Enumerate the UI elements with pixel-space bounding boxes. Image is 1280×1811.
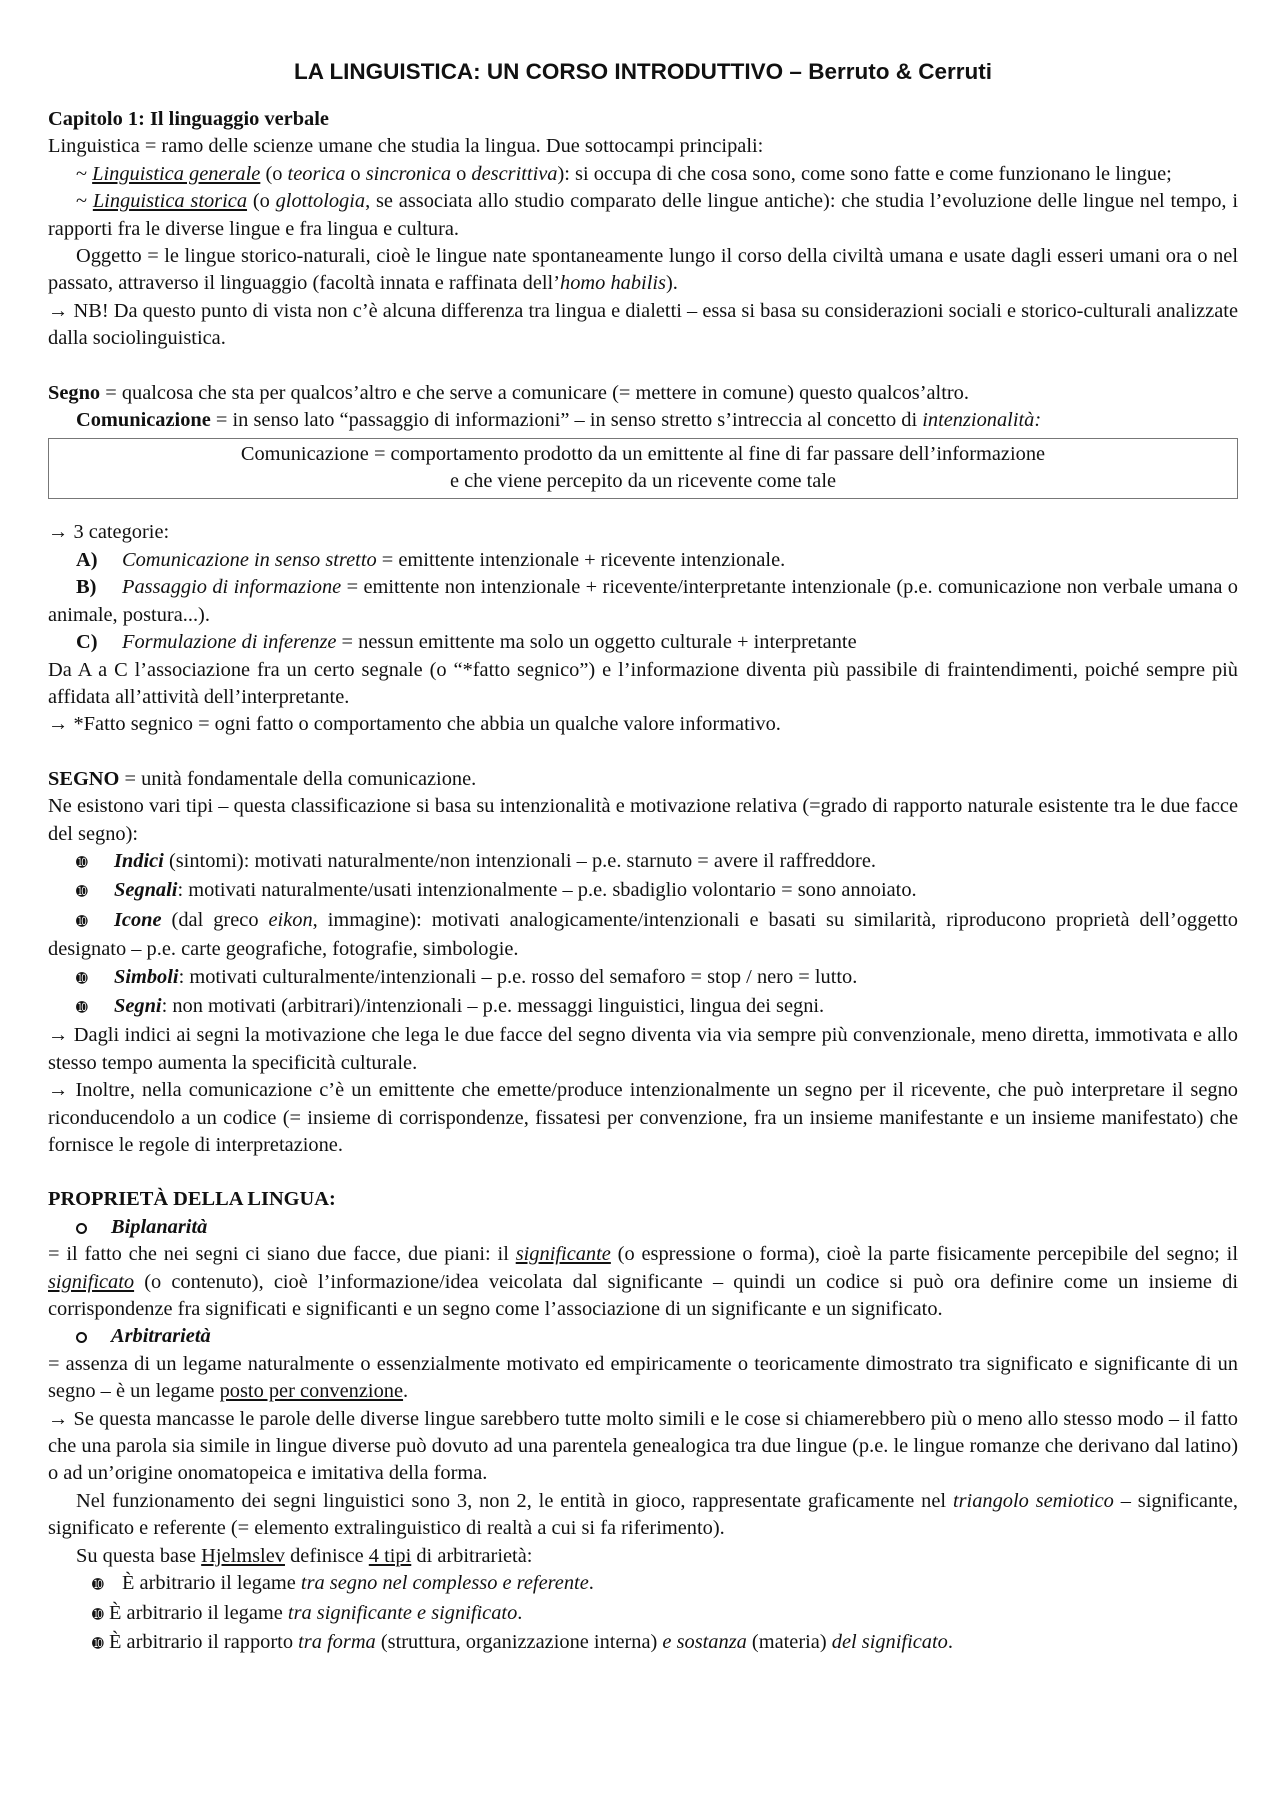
arbitrarieta-tipo-1: ➓ È arbitrario il legame tra segno nel complesso e referente. bbox=[48, 1570, 1238, 1599]
segno-definition: Segno = qualcosa che sta per qualcos’altro e che serve a comunicare (= mettere in comune) questo qualcos’altro. bbox=[48, 381, 969, 404]
numbered-bullet-icon: ➓ bbox=[92, 1635, 104, 1652]
dagli-indici-paragraph: → Dagli indici ai segni la motivazione che lega le due facce del segno diventa via via sempre più convenzionale, meno diretta, immotivata e allo stesso tempo aumenta la specificità culturale. bbox=[48, 1024, 1238, 1074]
box-line-1: Comunicazione = comportamento prodotto da un emittente al fine di far passare dell’informazione bbox=[240, 443, 1046, 466]
box-line-2: e che viene percepito da un ricevente come tale bbox=[449, 470, 837, 493]
categoria-b: B) Passaggio di informazione = emittente non intenzionale + ricevente/interpretante intenzionale (p.e. comunicazione non verbale umana o animale, postura...). bbox=[48, 576, 1238, 626]
segno-unit-definition: SEGNO = unità fondamentale della comunicazione. bbox=[48, 767, 477, 790]
segno-item-segnali: ➓ Segnali: motivati naturalmente/usati intenzionalmente – p.e. sbadiglio volontario = sono annoiato. bbox=[48, 877, 1238, 906]
biplanarita-heading: Biplanarità bbox=[48, 1214, 1238, 1241]
document-title: LA LINGUISTICA: UN CORSO INTRODUTTIVO – Berruto & Cerruti bbox=[294, 59, 992, 84]
numbered-bullet-icon: ➓ bbox=[92, 1577, 104, 1594]
intro-line: Linguistica = ramo delle scienze umane che studia la lingua. Due sottocampi principali: bbox=[48, 135, 764, 158]
document-page bbox=[48, 58, 1238, 1658]
circle-bullet-icon bbox=[76, 1223, 87, 1234]
triangolo-paragraph: Nel funzionamento dei segni linguistici sono 3, non 2, le entità in gioco, rappresentate graficamente nel triangolo semiotico – significante, significato e referente (= elemento extralinguistico di realtà a cui si fa riferimento). bbox=[48, 1489, 1238, 1540]
hjelmslev-paragraph: Su questa base Hjelmslev definisce 4 tipi di arbitrarietà: bbox=[76, 1544, 533, 1567]
numbered-bullet-icon: ➓ bbox=[76, 999, 88, 1016]
linguistica-generale-paragraph: ~ Linguistica generale (o teorica o sincronica o descrittiva): si occupa di che cosa sono, come sono fatte e come funzionano le lingue; bbox=[76, 162, 1172, 185]
chapter-heading: Capitolo 1: Il linguaggio verbale bbox=[48, 108, 329, 130]
circle-bullet-icon bbox=[76, 1332, 87, 1343]
categoria-a: A) Comunicazione in senso stretto = emittente intenzionale + ricevente intenzionale. bbox=[76, 548, 786, 571]
numbered-bullet-icon: ➓ bbox=[76, 854, 88, 871]
term-linguistica-storica: Linguistica storica bbox=[92, 190, 248, 213]
segno-item-segni: ➓ Segni: non motivati (arbitrari)/intenzionali – p.e. messaggi linguistici, lingua dei segni. bbox=[48, 993, 1238, 1022]
oggetto-paragraph: Oggetto = le lingue storico-naturali, cioè le lingue nate spontaneamente lungo il corso della civiltà umana e usate dagli esseri umani ora o nel passato, attraverso il linguaggio (facoltà innata e raffinata dell’homo habilis). bbox=[48, 245, 1238, 295]
segno-tipi-paragraph: Ne esistono vari tipi – questa classificazione si basa su intenzionalità e motivazione relativa (=grado di rapporto naturale esistente tra le due facce del segno): bbox=[48, 795, 1238, 845]
arbitrarieta-paragraph: = assenza di un legame naturalmente o essenzialmente motivato ed empiricamente o teoricamente dimostrato tra significato e significante di un segno – è un legame posto per convenzione. bbox=[48, 1352, 1238, 1403]
nb-paragraph: → NB! Da questo punto di vista non c’è alcuna differenza tra lingua e dialetti – essa si basa su considerazioni sociali e storico-culturali analizzate dalla sociolinguistica. bbox=[48, 299, 1238, 350]
proprieta-heading: PROPRIETÀ DELLA LINGUA: bbox=[48, 1188, 336, 1211]
numbered-bullet-icon: ➓ bbox=[76, 884, 88, 901]
term-linguistica-generale: Linguistica generale bbox=[92, 162, 261, 185]
categoria-c: C) Formulazione di inferenze = nessun emittente ma solo un oggetto culturale + interpretante bbox=[76, 631, 857, 654]
inoltre-paragraph: → Inoltre, nella comunicazione c’è un emittente che emette/produce intenzionalmente un segno per il ricevente, che può interpretare il segno riconducendolo a un codice (= insieme di corrispondenze, fissatesi per convenzione, fra un insieme manifestante e un insieme manifestato) che fornisce le regole di interpretazione. bbox=[48, 1079, 1238, 1156]
linguistica-storica-paragraph: ~ Linguistica storica (o glottologia, se associata allo studio comparato delle lingue antiche): che studia l’evoluzione delle lingue nel tempo, i rapporti fra le diverse lingue e fra lingua e cultura. bbox=[48, 190, 1238, 240]
numbered-bullet-icon: ➓ bbox=[76, 913, 88, 930]
comunicazione-definition: Comunicazione = in senso lato “passaggio di informazioni” – in senso stretto s’intreccia al concetto di intenzionalità: bbox=[76, 409, 1042, 432]
arbitrarieta-heading: Arbitrarietà bbox=[48, 1323, 1238, 1350]
segno-item-indici: ➓ Indici (sintomi): motivati naturalmente/non intenzionali – p.e. starnuto = avere il raffreddore. bbox=[48, 848, 1238, 877]
arbitrarieta-tipo-2: ➓ È arbitrario il legame tra significante e significato. bbox=[48, 1600, 1238, 1629]
fatto-segnico-paragraph: → *Fatto segnico = ogni fatto o comportamento che abbia un qualche valore informativo. bbox=[48, 713, 781, 736]
numbered-bullet-icon: ➓ bbox=[92, 1606, 104, 1623]
definition-box bbox=[48, 438, 1238, 499]
se-mancasse-paragraph: → Se questa mancasse le parole delle diverse lingue sarebbero tutte molto simili e le cose si chiamerebbero più o meno allo stesso modo – il fatto che una parola sia simile in lingue diverse può dovuto ad una parentela genealogica tra due lingue (p.e. le lingue romanze che derivano dal latino) o ad un’origine onomatopeica e imitativa della forma. bbox=[48, 1407, 1238, 1485]
arbitrarieta-tipo-3: ➓ È arbitrario il rapporto tra forma (struttura, organizzazione interna) e sostanza (materia) del significato. bbox=[48, 1629, 1238, 1658]
da-a-c-paragraph: Da A a C l’associazione fra un certo segnale (o “*fatto segnico”) e l’informazione diventa più passibile di fraintendimenti, poiché sempre più affidata all’attività dell’interpretante. bbox=[48, 658, 1238, 708]
biplanarita-paragraph: = il fatto che nei segni ci siano due facce, due piani: il significante (o espressione o forma), cioè la parte fisicamente percepibile del segno; il significato (o contenuto), cioè l’informazione/idea veicolata dal significante – quindi un codice si può ora definire come un insieme di corrispondenze fra significati e significanti e un segno come l’associazione di un significante e un significato. bbox=[48, 1243, 1238, 1321]
segno-item-icone: ➓ Icone (dal greco eikon, immagine): motivati analogicamente/intenzionali e basati su similarità, riproducono proprietà dell’oggetto designato – p.e. carte geografiche, fotografie, simbologie. bbox=[48, 908, 1238, 961]
numbered-bullet-icon: ➓ bbox=[76, 970, 88, 987]
categorie-heading: → 3 categorie: bbox=[48, 521, 170, 544]
segno-item-simboli: ➓ Simboli: motivati culturalmente/intenzionali – p.e. rosso del semaforo = stop / nero = lutto. bbox=[48, 964, 1238, 993]
